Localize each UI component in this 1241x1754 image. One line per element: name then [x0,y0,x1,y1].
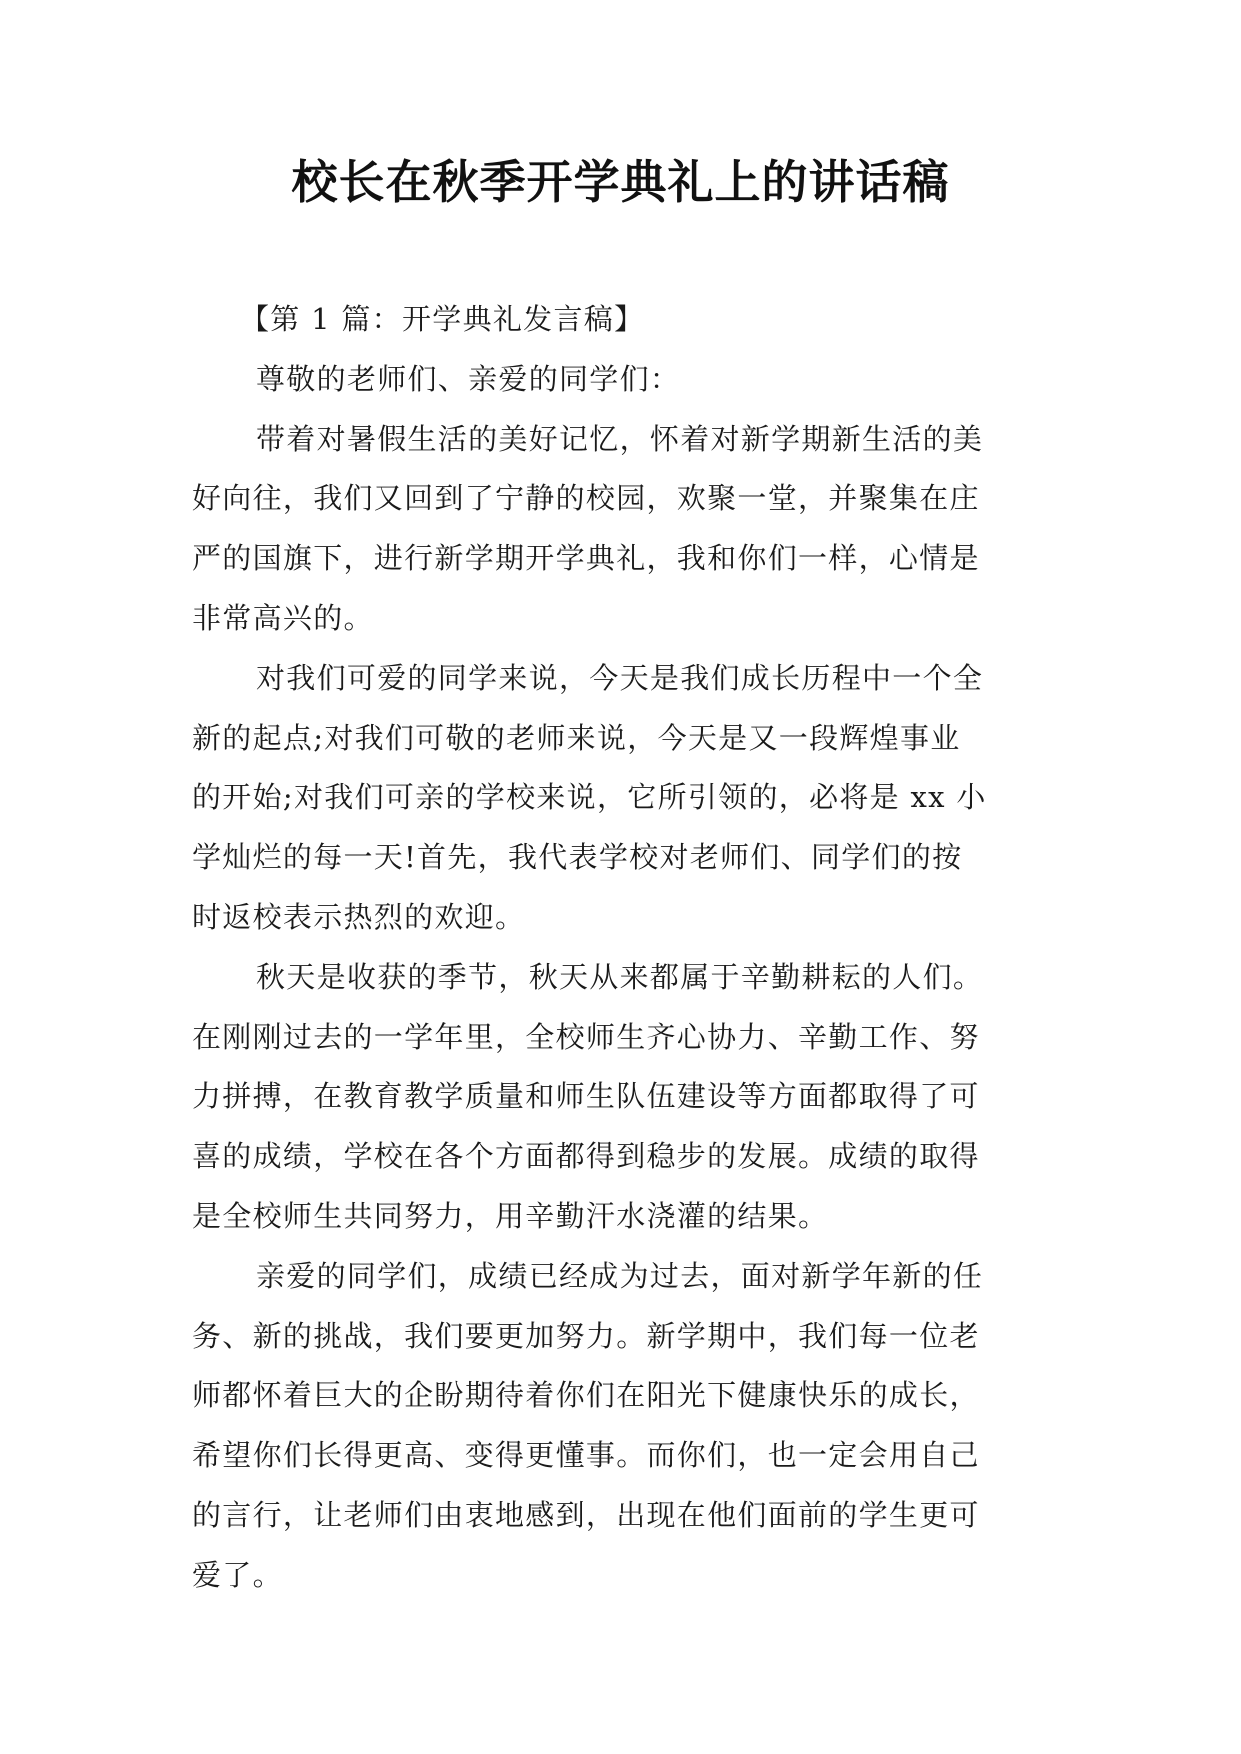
paragraph-line: 对我们可爱的同学来说，今天是我们成长历程中一个全 [256,660,984,695]
paragraph-line: 非常高兴的。 [192,600,374,635]
paragraph-line: 秋天是收获的季节，秋天从来都属于辛勤耕耘的人们。 [256,959,984,994]
paragraph-line: 好向往，我们又回到了宁静的校园，欢聚一堂，并聚集在庄 [192,481,980,516]
document-body [192,290,1062,1606]
paragraph-line: 带着对暑假生活的美好记忆，怀着对新学期新生活的美 [256,421,984,456]
paragraph-line: 亲爱的同学们，成绩已经成为过去，面对新学年新的任 [256,1258,984,1293]
paragraph-line: 严的国旗下，进行新学期开学典礼，我和你们一样，心情是 [192,541,980,576]
paragraph-line: 是全校师生共同努力，用辛勤汗水浇灌的结果。 [192,1198,829,1233]
paragraph-1 [192,410,1062,649]
paragraph-line: 务、新的挑战，我们要更加努力。新学期中，我们每一位老 [192,1318,980,1353]
paragraph-line: 喜的成绩，学校在各个方面都得到稳步的发展。成绩的取得 [192,1139,980,1174]
section-heading: 【第 1 篇：开学典礼发言稿】 [240,302,645,336]
paragraph-line: 学灿烂的每一天!首先，我代表学校对老师们、同学们的按 [192,840,963,875]
paragraph-line: 在刚刚过去的一学年里，全校师生齐心协力、辛勤工作、努 [192,1019,980,1054]
paragraph-line: 师都怀着巨大的企盼期待着你们在阳光下健康快乐的成长， [192,1378,980,1413]
paragraph-line: 力拼搏，在教育教学质量和师生队伍建设等方面都取得了可 [192,1079,980,1114]
paragraph-2 [192,649,1062,948]
paragraph-line: 新的起点;对我们可敬的老师来说，今天是又一段辉煌事业 [192,720,961,755]
greeting-line: 尊敬的老师们、亲爱的同学们： [256,361,681,396]
paragraph-line: 希望你们长得更高、变得更懂事。而你们，也一定会用自己 [192,1438,980,1473]
paragraph-line: 爱了。 [192,1557,283,1592]
paragraph-line: 时返校表示热烈的欢迎。 [192,899,526,934]
paragraph-3 [192,948,1062,1247]
paragraph-line: 的言行，让老师们由衷地感到，出现在他们面前的学生更可 [192,1497,980,1532]
paragraph-4 [192,1247,1062,1606]
document-title: 校长在秋季开学典礼上的讲话稿 [291,155,950,209]
paragraph-line: 的开始;对我们可亲的学校来说，它所引领的，必将是 xx 小 [192,780,987,815]
